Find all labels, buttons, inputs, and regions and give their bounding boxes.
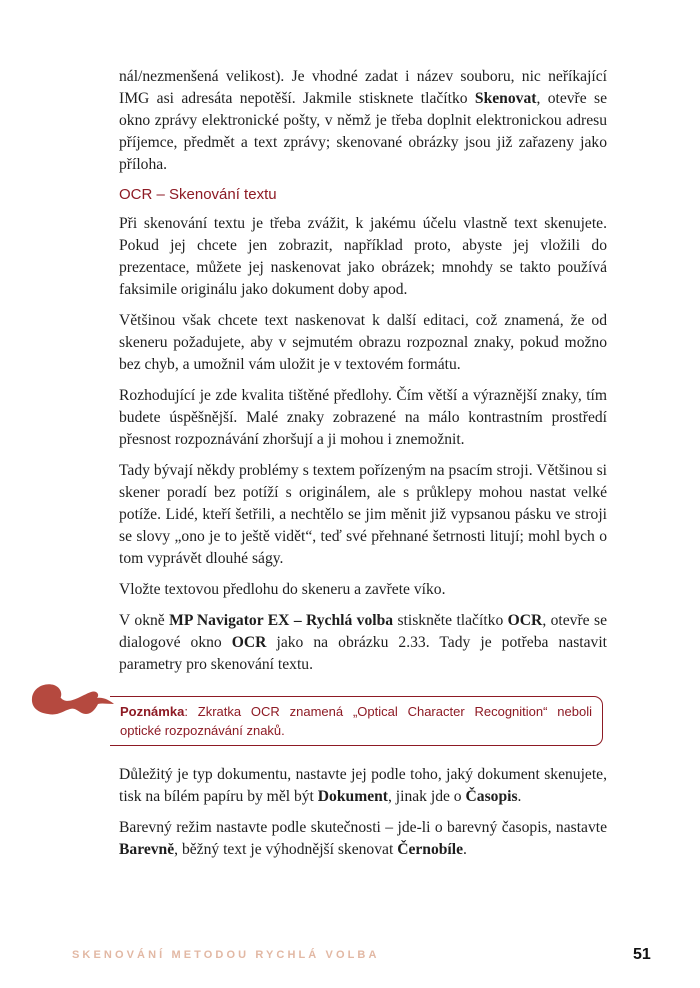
text-run: , jinak jde o bbox=[387, 788, 466, 805]
bold-run: Dokument bbox=[317, 788, 388, 805]
section-heading: OCR – Skenování textu bbox=[119, 186, 277, 203]
text-run: V okně bbox=[119, 612, 170, 629]
paragraph-doctype bbox=[119, 764, 607, 808]
paragraph: Vložte textovou předlohu do skeneru a zavřete víko. bbox=[119, 581, 446, 598]
paragraph: Tady bývají někdy problémy s textem pořízeným na psacím stroji. Většinou si skener poradí bez potíží s originálem, ale s průklepy mohou nastat velké potíže. Lidé, kteří šetřili, a nechtělo se jim měnit již vypsanou pásku ve stroji se slovy „ono je to ještě vidět“, teď své přehnané šetrnosti litují; mohl bych o tom vyprávět dlouhé ságy. bbox=[119, 462, 607, 567]
text-run: , otevře se dialogové okno bbox=[119, 612, 607, 651]
text-run: , běžný text je výhodnější skenovat bbox=[174, 841, 398, 858]
text-run: stiskněte tlačítko bbox=[393, 612, 508, 629]
note-box bbox=[110, 696, 603, 746]
text-run: . bbox=[463, 841, 467, 858]
main-text-top bbox=[119, 66, 607, 685]
paragraph: Při skenování textu je třeba zvážit, k jakému účelu vlastně text skenujete. Pokud jej chcete jen zobrazit, například proto, abyste jej vložili do prezentace, můžete jej naskenovat jako obrázek; mnohdy se takto používá faksimile originálu jako dokument doby apod. bbox=[119, 215, 607, 298]
note-label: Poznámka bbox=[120, 704, 185, 719]
bold-run: OCR bbox=[507, 612, 543, 629]
text-run: . bbox=[517, 788, 522, 805]
bold-run: MP Navigator EX – Rychlá volba bbox=[169, 612, 394, 629]
note-callout bbox=[30, 676, 610, 748]
bold-run: Časopis bbox=[465, 788, 518, 805]
bold-run: OCR bbox=[231, 634, 267, 651]
page-number: 51 bbox=[633, 946, 651, 963]
paragraph-color bbox=[119, 817, 607, 861]
note-text: : Zkratka OCR znamená „Optical Character Recognition“ neboli optické rozpoznávání znaků. bbox=[120, 704, 592, 738]
bold-run: Černobíle bbox=[397, 841, 464, 858]
intro-text: nál/nezmenšená velikost). Je vhodné zadat i název souboru, nic neříkající IMG asi adresáta nepotěší. Jakmile stisknete tlačítko bbox=[119, 68, 607, 107]
paragraph-navigator bbox=[119, 610, 607, 676]
bold-run: Barevně bbox=[119, 841, 175, 858]
paragraph: Rozhodující je zde kvalita tištěné předlohy. Čím větší a výraznější znaky, tím budete úspěšnější. Malé znaky zobrazené na málo kontrastním prostředí přesnost rozpoznávání zhoršují a ji mohou i znemožnit. bbox=[119, 387, 607, 448]
text-run: jako na obrázku 2.33. Tady je potřeba nastavit parametry pro skenování textu. bbox=[119, 634, 607, 673]
text-run: Barevný režim nastavte podle skutečnosti – jde-li o barevný časopis, nastavte bbox=[119, 819, 607, 836]
intro-text-end: , otevře se okno zprávy elektronické pošty, v němž je třeba doplnit elektronickou adresu příjemce, předmět a text zprávy; skenované obrázky jsou již zařazeny jako příloha. bbox=[119, 90, 607, 173]
text-run: Důležitý je typ dokumentu, nastavte jej podle toho, jaký dokument skenujete, tisk na bílém papíru by měl být bbox=[119, 766, 607, 805]
main-text-bottom bbox=[119, 764, 607, 870]
paragraph: Většinou však chcete text naskenovat k další editaci, což znamená, že od skeneru požadujete, aby v sejmutém obrazu rozpoznal znaky, pokud možno bez chyb, a umožnil vám uložit je v textovém formátu. bbox=[119, 312, 607, 373]
paragraph-intro bbox=[119, 66, 607, 176]
footer-chapter-title: SKENOVÁNÍ METODOU RYCHLÁ VOLBA bbox=[72, 949, 380, 961]
note-swirl-icon bbox=[30, 676, 116, 720]
intro-bold-skenovat: Skenovat bbox=[474, 90, 537, 107]
